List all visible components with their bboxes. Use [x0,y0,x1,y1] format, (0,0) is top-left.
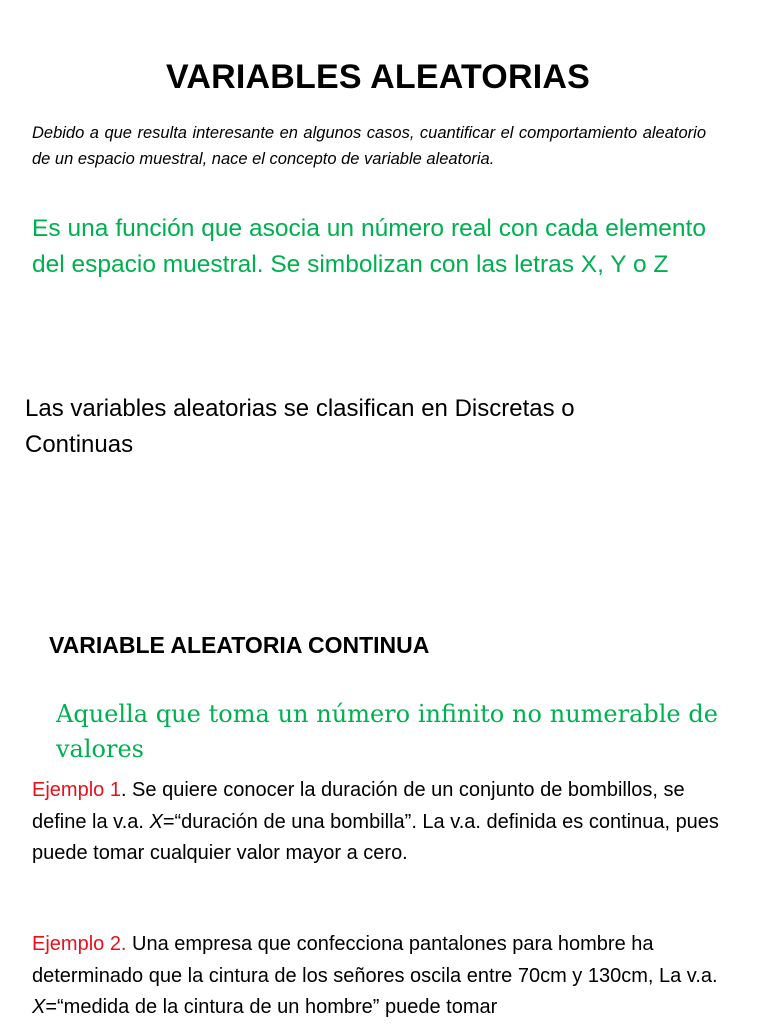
classification-paragraph: Las variables aleatorias se clasifican en Discretas o Continuas [25,395,575,458]
example-1-text-a: . Se quiere conocer la duración de un conjunto de bombillos, se define la v.a. [32,779,685,833]
example-2-variable: X [32,996,46,1018]
example-1-paragraph [32,775,742,870]
example-1-variable: X [149,810,163,833]
example-2-paragraph [32,929,742,1024]
definition-paragraph: Es una función que asocia un número real con cada elemento del espacio muestral. Se simbolizan con las letras X, Y o Z [32,215,706,278]
example-2-label: Ejemplo 2. [32,933,127,955]
continuous-definition: Aquella que toma un número infinito no numerable de valores [56,700,718,763]
section-title: VARIABLE ALEATORIA CONTINUA [49,632,430,658]
example-1-label: Ejemplo 1 [32,779,121,801]
intro-paragraph: Debido a que resulta interesante en algunos casos, cuantificar el comportamiento aleatorio de un espacio muestral, nace el concepto de variable aleatoria. [32,124,706,168]
example-2-text-b: =“medida de la cintura de un hombre” puede tomar [45,996,498,1018]
example-2-text-a: Una empresa que confecciona pantalones para hombre ha determinado que la cintura de los señores oscila entre 70cm y 130cm, La v.a. [32,933,718,987]
example-1-text-b: =“duración de una bombilla”. La v.a. definida es continua, pues puede tomar cualquier valor mayor a cero. [32,810,719,864]
page-title: VARIABLES ALEATORIAS [166,58,590,96]
